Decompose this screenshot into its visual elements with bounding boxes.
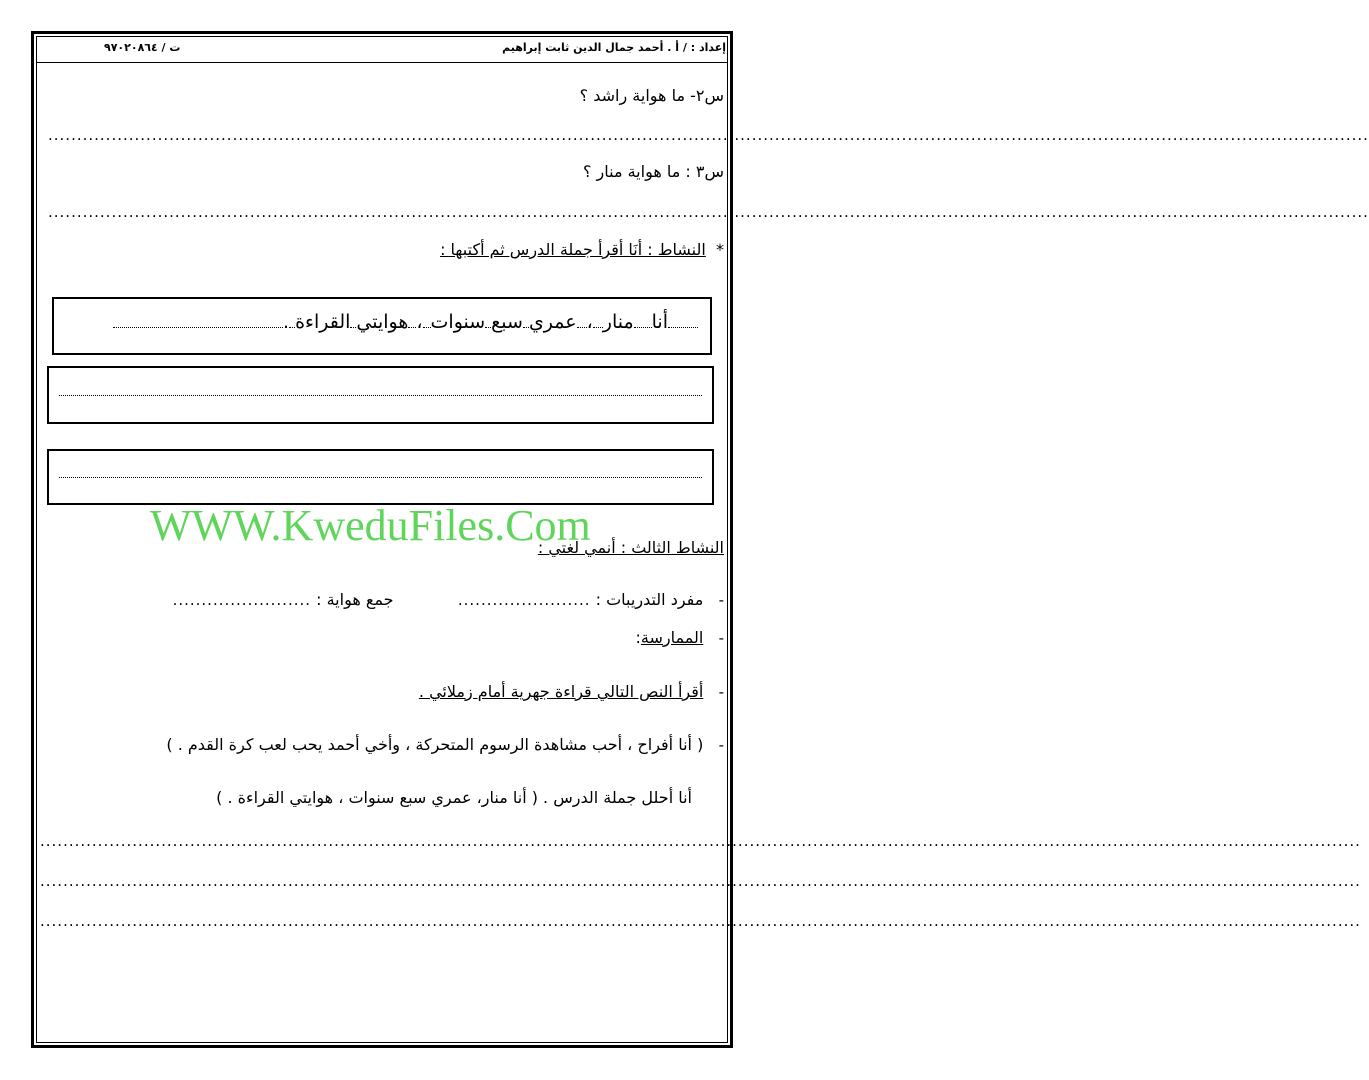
word: سنوات	[430, 311, 486, 333]
word: منار	[602, 311, 634, 333]
singular-plural-row	[166, 590, 724, 609]
sentence-box	[52, 297, 712, 355]
word: ،	[416, 311, 423, 333]
practice-label: الممارسة	[640, 628, 704, 647]
word: سبع	[491, 311, 523, 333]
answer-line-q2: .....................................................................................................................................................................................................................................	[48, 126, 1369, 144]
singular-blank: .......................	[457, 591, 591, 609]
answer-line-3: .....................................................................................................................................................................................................................................	[40, 912, 1361, 930]
answer-line-1: .....................................................................................................................................................................................................................................	[40, 832, 1361, 850]
writing-box-2[interactable]	[47, 449, 714, 505]
practice-colon: :	[635, 628, 641, 647]
writing-box-1[interactable]	[47, 366, 714, 424]
writing-line	[59, 477, 702, 478]
answer-line-2: .....................................................................................................................................................................................................................................	[40, 872, 1361, 890]
bullet: -	[718, 591, 724, 609]
prepared-by: إعداد : / أ . أحمد جمال الدين ثابت إبراهيم	[502, 41, 726, 54]
question-3: س٣ : ما هواية منار ؟	[582, 162, 724, 181]
word: عمري	[528, 311, 577, 333]
analyze-instruction: أنا أحلل جملة الدرس . ( أنا منار، عمري سبع سنوات ، هوايتي القراءة . )	[216, 788, 692, 807]
activity-3-title: النشاط الثالث : أنمي لغتي :	[537, 538, 724, 557]
writing-line	[59, 395, 702, 396]
practice-row	[636, 628, 724, 647]
word: القراءة	[295, 311, 351, 333]
plural-label: جمع هواية :	[316, 590, 394, 609]
watermark: WWW.KweduFiles.Com	[150, 501, 591, 550]
word: ،	[586, 311, 593, 333]
passage-row	[166, 735, 724, 754]
read-aloud-instruction: أقرأ النص التالي قراءة جهرية أمام زملائي .	[418, 682, 704, 701]
word: هوايتي	[356, 311, 409, 333]
word: .	[283, 311, 290, 333]
header-divider	[37, 62, 727, 63]
phone-number: ت / ٩٧٠٢٠٨٦٤	[104, 41, 181, 54]
read-aloud-row	[419, 682, 724, 701]
bullet: -	[718, 629, 724, 647]
activity-1-title: النشاط : أنَا أقرأ جملة الدرس ثم أكتبها :	[440, 240, 706, 259]
word: أنا	[651, 311, 668, 333]
question-2: س٢- ما هواية راشد ؟	[579, 86, 724, 105]
answer-line-q3: .....................................................................................................................................................................................................................................	[48, 203, 1369, 221]
singular-label: مفرد التدريبات :	[595, 590, 704, 609]
bullet: -	[718, 736, 724, 754]
plural-blank: ........................	[172, 591, 312, 609]
activity-1-heading	[440, 240, 724, 259]
dotted-sentence	[113, 311, 698, 333]
passage-text: ( أنا أفراح ، أحب مشاهدة الرسوم المتحركة ، وأخي أحمد يحب لعب كرة القدم . )	[166, 735, 704, 754]
bullet: -	[718, 683, 724, 701]
activity-star: *	[716, 240, 724, 259]
